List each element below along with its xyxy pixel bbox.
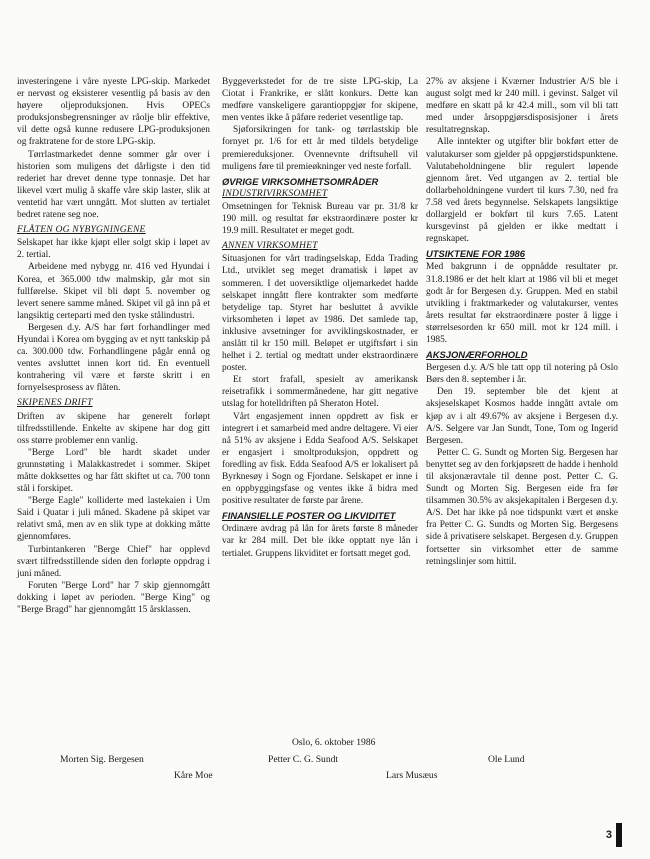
- paragraph: Et stort frafall, spesielt av amerikansk reisetrafikk i sommermånedene, har gitt negative utslag for hotelldriften på Sheraton Hotel.: [222, 375, 418, 410]
- page-marker-bar: [616, 823, 622, 847]
- subsection-heading: INDUSTRIVIRKSOMHET: [222, 187, 328, 199]
- place-date: Oslo, 6. oktober 1986: [292, 737, 376, 748]
- signatory-name: Morten Sig. Bergesen: [60, 754, 144, 765]
- paragraph: 27% av aksjene i Kværner Industrier A/S ble i august solgt med kr 240 mill. i gevinst. Salget vil medføre en skatt på kr 42.4 mill., som vil bli tatt med under årsoppgjørsdisposisjoner i årets resultatregnskap.: [426, 77, 618, 136]
- paragraph: Turbintankeren "Berge Chief" har opplevd svært tilfredsstillende siden den forløpte oppdrag i juni måned.: [17, 544, 210, 579]
- page-number: [606, 823, 622, 847]
- paragraph: Omsetningen for Teknisk Bureau var pr. 31/8 kr 190 mill. og resultat før ekstraordinære poster kr 19.9 mill. Resultatet er meget godt.: [222, 201, 418, 237]
- section-heading: ANNEN VIRKSOMHET: [222, 240, 318, 252]
- paragraph: Situasjonen for vårt tradingselskap, Edda Trading Ltd., utviklet seg meget dramatisk i løpet av sommeren. I det uoversiktlige oljemarkedet hadde selskapet inngått flere kontrakter som medførte betydelige tap. Styret har besluttet å avvikle virksomheten i løpet av 1986. Det samlede tap, inklusive avsetninger for avviklingskostnader, er anslått til kr 150 mill. Beløpet er utgiftsført i sin helhet i 2. tertial og medtatt under ekstraordinære poster.: [222, 254, 418, 374]
- signatory-name: Ole Lund: [488, 754, 525, 765]
- paragraph: Arbeidene med nybygg nr. 416 ved Hyundai i Korea, et 365.000 tdw malmskip, går mot sin fullførelse. Skipet vil bli døpt 5. november og levert senere samme måned. Skipet vil gå inn på et langsiktig certeparti med den tyske stålindustri.: [17, 262, 210, 321]
- section-heading: FINANSIELLE POSTER OG LIKVIDITET: [222, 510, 396, 522]
- signatory-name: Kåre Moe: [174, 770, 213, 781]
- signatory-name: Petter C. G. Sundt: [268, 754, 339, 765]
- paragraph: Driften av skipene har generelt forløpt tilfredsstillende. Enkelte av skipene har dog gitt oss større problemer enn vanlig.: [17, 411, 210, 446]
- paragraph: "Berge Lord" ble hardt skadet under grunnstøting i Malakkastredet i sommer. Skipet måtte dokksettes og har fått skiftet ut ca. 700 tonn stål i forskipet.: [17, 447, 210, 495]
- section-heading: AKSJONÆRFORHOLD: [426, 349, 528, 361]
- section-heading: FLÅTEN OG NYBYGNINGENE: [17, 224, 146, 236]
- paragraph: "Berge Eagle" kolliderte med lastekaien i Um Said i Quatar i juli måned. Skadene på skipet var relativt små, men av en slik type at dokking måtte gjennomføres.: [17, 496, 210, 543]
- paragraph: Vårt engasjement innen oppdrett av fisk er integrert i et samarbeid med andre deltagere. Vi eier nå 51% av aksjene i Edda Seafood A/S. Selskapet er engasjert i smoltproduksjon, oppdrett og foredling av fisk. Edda Seafood A/S er lokalisert på Byrknesøy i Sogn og Fjordane. Selskapet er inne i en oppbyggingsfase og ventes ikke å bidra med positive resultater de første par årene.: [222, 411, 418, 507]
- text-column-1: [17, 76, 210, 616]
- section-heading: SKIPENES DRIFT: [17, 397, 93, 409]
- paragraph: Selskapet har ikke kjøpt eller solgt skip i løpet av 2. tertial.: [17, 238, 210, 261]
- paragraph: Alle inntekter og utgifter blir bokført etter de valutakurser som gjelder på oppgjørstidspunktene. Valutabeholdningene blir regulert løpende gjennom året. Ved utgangen av 2. tertial ble dollarbeholdningene vurdert til kurs 7.30, ned fra 7.58 ved årets begynnelse. Selskapets langsiktige dollargjeld er bokført til kurs 7.65. Latent kursgevinst på gjelden er ikke medtatt i regnskapet.: [426, 137, 618, 245]
- paragraph: Sjøforsikringen for tank- og tørrlastskip ble fornyet pr. 1/6 for ett år med tildels betydelige premiereduksjoner. Ovennevnte driftsuhell vil muligens føre til premieøkninger ved neste forfall.: [222, 125, 418, 172]
- paragraph: Petter C. G. Sundt og Morten Sig. Bergesen har benyttet seg av den forkjøpsrett de hadde i henhold til aksjonæravtale til denne post. Petter C. G. Sundt og Morten Sig. Bergesen eide fra før tilsammen 30.5% av aksjekapitalen i Bergesen d.y. A/S. Det har ikke på noe tidspunkt vært et ønske fra Petter C. G. Sundts og Morten Sig. Bergesens side å privatisere selskapet. Bergesen d.y. Gruppen fortsetter sin virksomhet etter de samme retningslinjer som hittil.: [426, 447, 618, 567]
- paragraph: Bergesen d.y. A/S har ført forhandlinger med Hyundai i Korea om bygging av et nytt tankskip på ca. 300.000 tdw. Forhandlingene pågår ennå og ventes avsluttet innen kort tid. En eventuell kontrahering vil være et første skritt i en fornyelsesprosess av flåten.: [17, 322, 210, 394]
- text-column-3: [426, 76, 618, 568]
- paragraph: Bergesen d.y. A/S ble tatt opp til notering på Oslo Børs den 8. september i år.: [426, 363, 618, 386]
- paragraph: Ordinære avdrag på lån for årets første 8 måneder var kr 284 mill. Det ble ikke opptatt nye lån i tertialet. Gruppens likviditet er fortsatt meget god.: [222, 524, 418, 559]
- paragraph: Byggeverkstedet for de tre siste LPG-skip, La Ciotat i Frankrike, er slått konkurs. Dette kan medføre vanskeligere garantioppgjør for skipene, men ventes ikke å påføre rederiet vesentlige tap.: [222, 77, 418, 124]
- section-heading: UTSIKTENE FOR 1986: [426, 248, 525, 260]
- page-number-label: 3: [605, 829, 612, 841]
- text-column-2: [222, 76, 418, 560]
- paragraph: Tørrlastmarkedet denne sommer går over i historien som muligens det dårligste i den tid rederiet har drevet denne type tonnasje. Det har likevel vært mulig å skaffe våre skip laster, slik at ventetid har vært unngått. Mot slutten av tertialet bedret ratene seg noe.: [17, 149, 210, 221]
- paragraph: Med bakgrunn i de oppnådde resultater pr. 31.8.1986 er det helt klart at 1986 vil bli et meget godt år for Bergesen d.y. Gruppen. Med en stabil utvikling i fraktmarkeder og valutakurser, ventes årets resultat før ekstraordinære poster å ligge i størrelsesorden kr 650 mill. mot kr 124 mill. i 1985.: [426, 262, 618, 345]
- paragraph: investeringene i våre nyeste LPG-skip. Markedet er nervøst og eksisterer vesentlig på basis av den høyere oljeproduksjonen. Hvis OPECs produksjonsbegrensninger av råolje blir effektive, vil dette også kunne redusere LPG-produksjonen og fraktratene for de store LPG-skip.: [17, 77, 210, 148]
- paragraph: Den 19. september ble det kjent at aksjeselskapet Kosmos hadde inngått avtale om kjøp av i alt 49.67% av aksjene i Bergesen d.y. A/S. Selgere var Jan Sundt, Tone, Tom og Ingerid Bergesen.: [426, 387, 618, 446]
- signatory-name: Lars Musæus: [386, 770, 438, 781]
- section-heading: ØVRIGE VIRKSOMHETSOMRÅDER: [222, 175, 379, 187]
- paragraph: Foruten "Berge Lord" har 7 skip gjennomgått dokking i løpet av perioden. "Berge King" og "Berge Bragd" har gjennomgått 15 årsklassen.: [17, 580, 210, 616]
